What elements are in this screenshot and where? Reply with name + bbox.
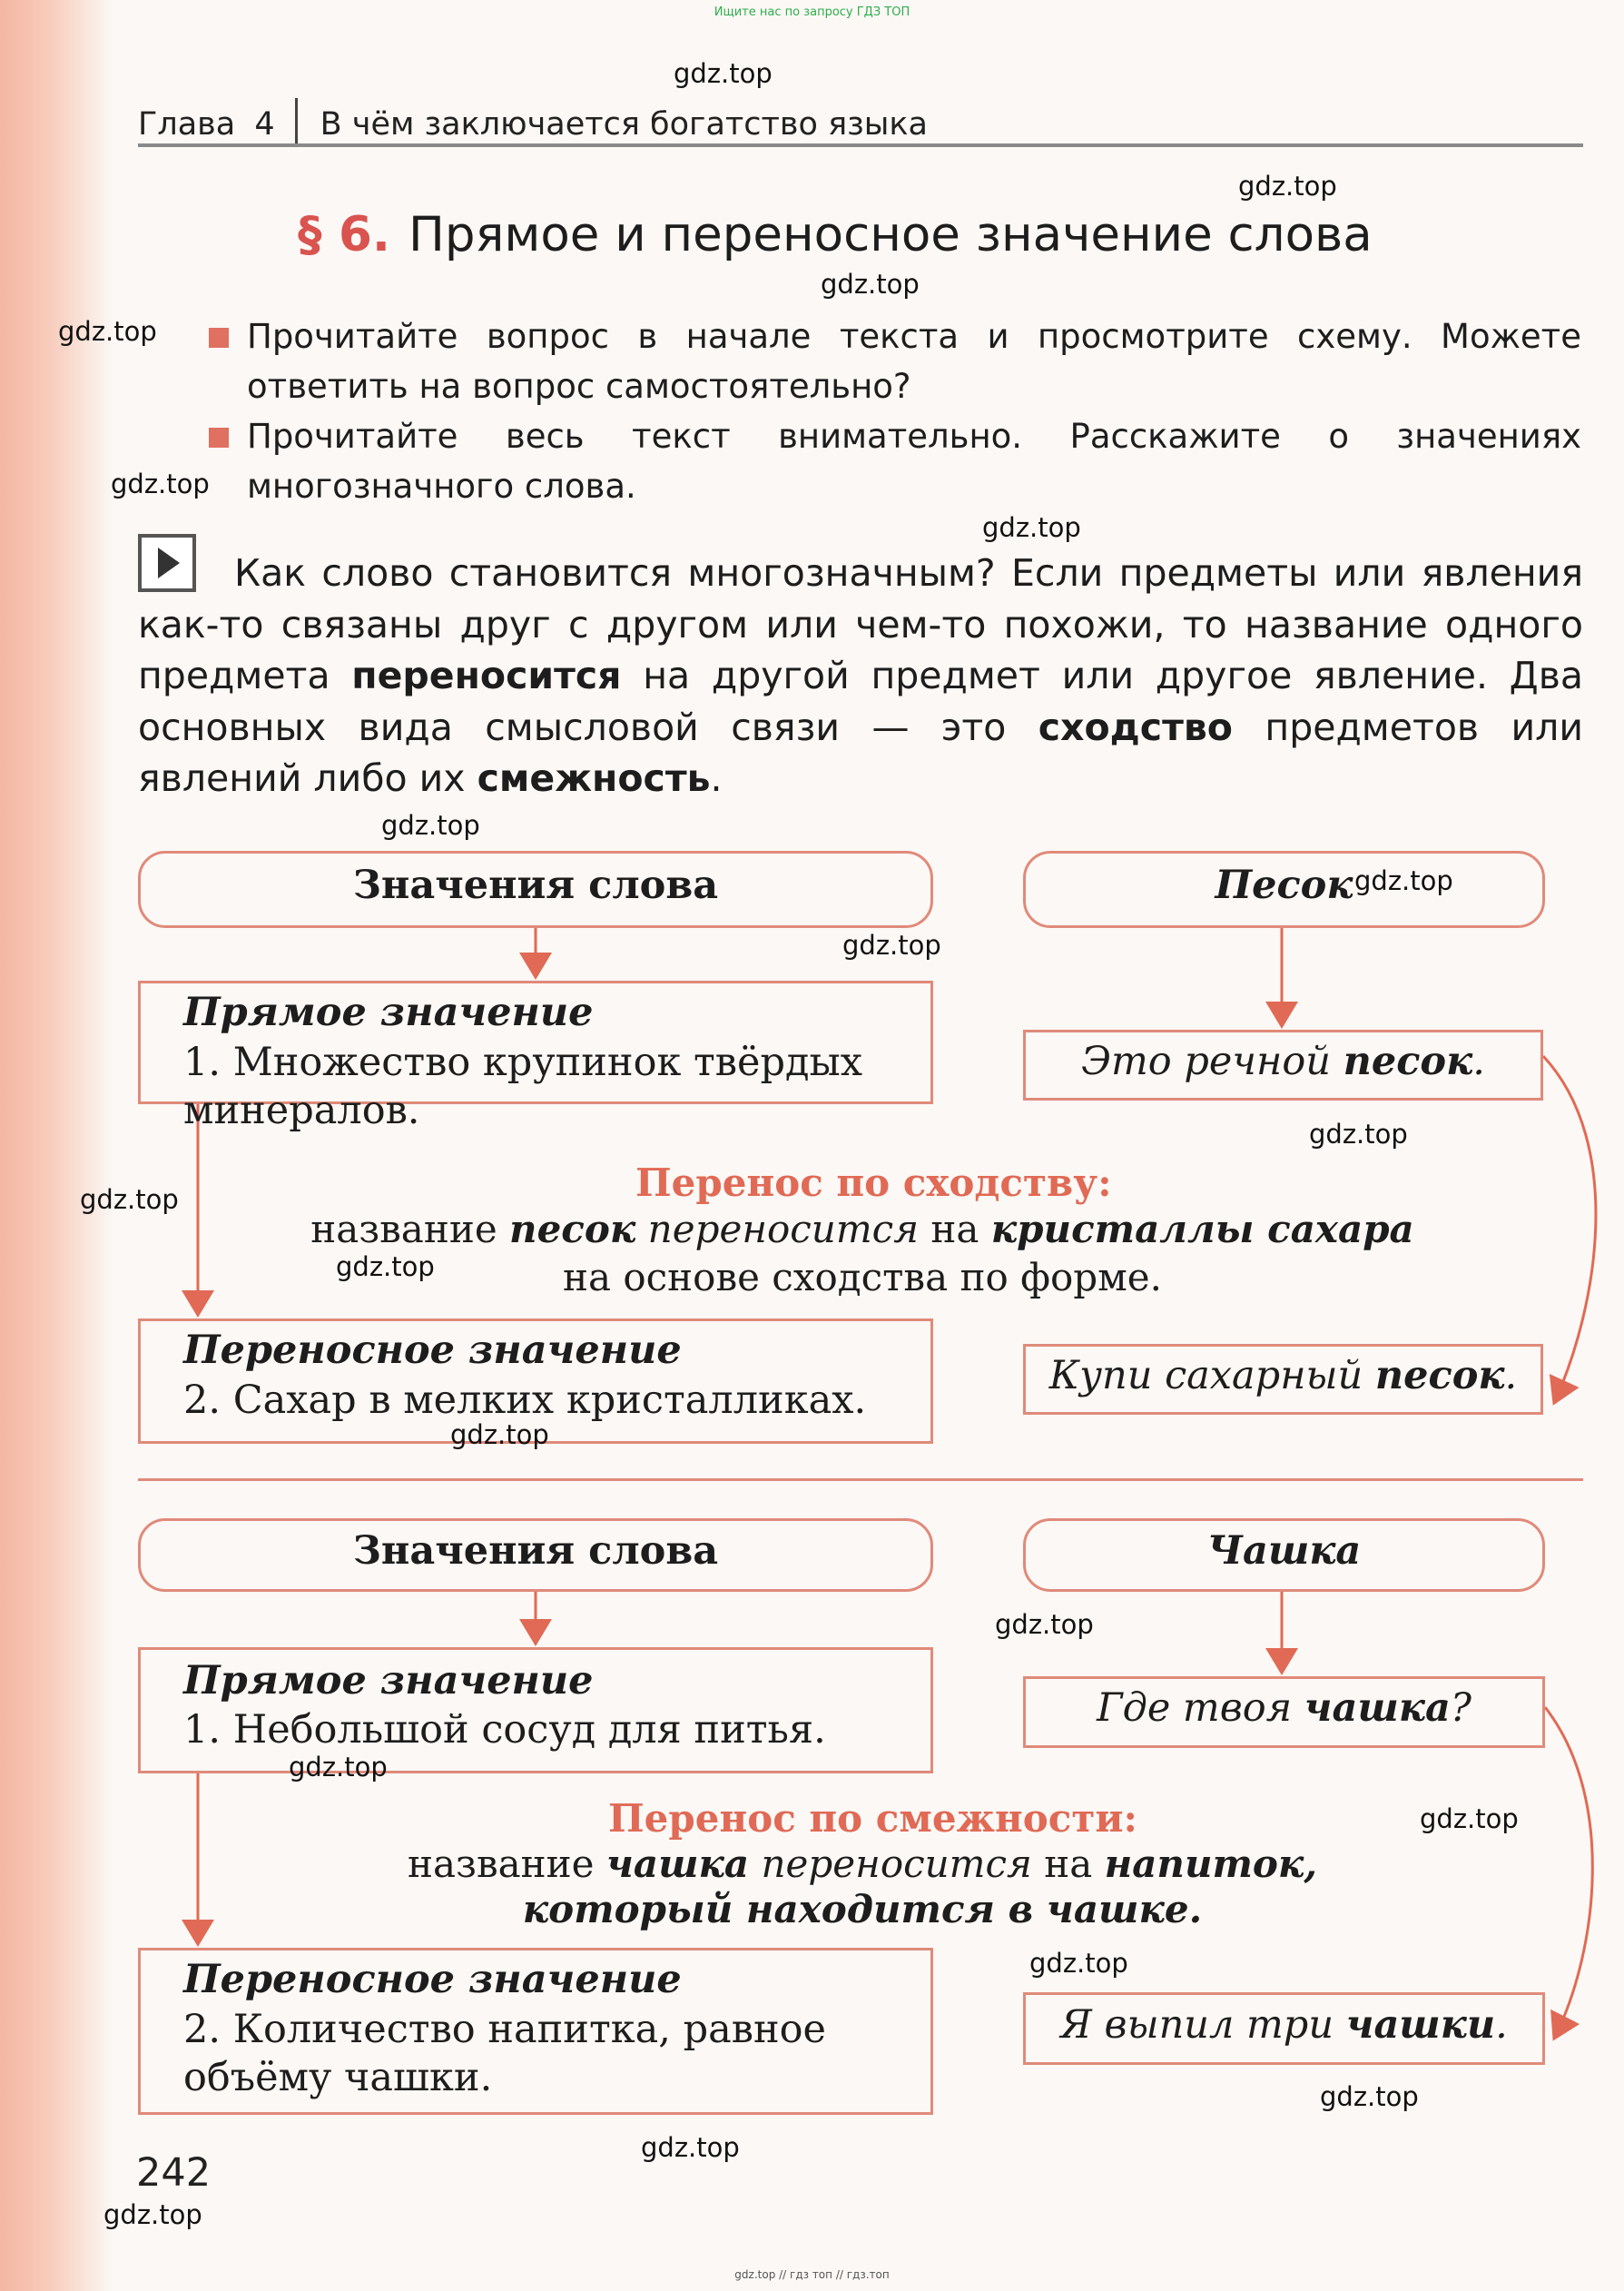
watermark: gdz.top: [111, 469, 210, 499]
example-word: песок: [1374, 1353, 1505, 1398]
transfer-verb: переносится: [749, 1842, 1032, 1886]
watermark: gdz.top: [982, 512, 1081, 543]
chapter-title: В чём заключается богатство языка: [320, 106, 928, 143]
transfer-target: кристаллы сахара: [990, 1207, 1414, 1251]
intro-text: на другой предмет или другое явление. Два основных вида смысловой связи — это: [138, 654, 1583, 749]
transfer-word: чашка: [605, 1842, 750, 1886]
transfer-text: название: [310, 1207, 510, 1251]
watermark: gdz.top: [1238, 171, 1337, 202]
example-word: песок: [1343, 1039, 1473, 1084]
intro-bold-term: смежность: [477, 756, 711, 800]
direct-meaning-text: минералов.: [183, 1088, 420, 1133]
word-text: Чашка: [1206, 1528, 1362, 1574]
direct-example-text: [1023, 1039, 1543, 1084]
figurative-meaning-text: 2. Количество напитка, равное: [183, 2007, 826, 2052]
figurative-meaning-label: Переносное значение: [183, 1328, 682, 1373]
figurative-example-text: [1023, 2002, 1545, 2048]
chapter-label: Глава: [138, 106, 236, 143]
transfer-text: название: [408, 1842, 606, 1886]
watermark: gdz.top: [641, 2132, 740, 2163]
example-text: Купи сахарный: [1048, 1353, 1375, 1398]
watermark: gdz.top: [842, 930, 941, 961]
example-text: ?: [1450, 1685, 1471, 1731]
direct-example-text: [1023, 1685, 1545, 1731]
example-text: .: [1495, 2002, 1508, 2048]
watermark: gdz.top: [103, 2199, 202, 2230]
direct-meaning-text: 1. Множество крупинок твёрдых: [183, 1040, 862, 1085]
transfer-line-2: на основе сходства по форме.: [562, 1255, 1163, 1299]
watermark: gdz.top: [381, 810, 480, 841]
direct-meaning-text: 1. Небольшой сосуд для питья.: [183, 1707, 826, 1753]
diagram-divider: [138, 1478, 1583, 1481]
top-banner: Ищите нас по запросу ГДЗ ТОП: [714, 5, 910, 19]
watermark: gdz.top: [1029, 1948, 1128, 1979]
direct-meaning-label: Прямое значение: [183, 990, 594, 1035]
example-word: чашки: [1345, 2002, 1496, 2048]
word-text: Песок: [1215, 863, 1353, 908]
section-title-text: Прямое и переносное значение слова: [408, 207, 1373, 262]
intro-text: .: [710, 756, 723, 800]
watermark: gdz.top: [821, 269, 920, 300]
bottom-banner: gdz.top // гдз топ // гдз.топ: [734, 2268, 890, 2281]
intro-text: Как слово становится многозначным? Если предметы или явления как-то связаны друг с другом или чем-то похожи, то название одного предмета: [138, 551, 1583, 697]
task-text: Прочитайте вопрос в начале текста и просмотрите схему. Можете ответить на вопрос самостоятельно?: [247, 317, 1581, 406]
example-text: Это речной: [1081, 1039, 1343, 1084]
watermark: gdz.top: [336, 1251, 435, 1282]
transfer-text: на: [919, 1207, 991, 1251]
transfer-title: Перенос по сходству:: [635, 1160, 1112, 1205]
meanings-header-text: Значения слова: [352, 1528, 719, 1574]
watermark: gdz.top: [289, 1752, 388, 1782]
watermark: gdz.top: [1354, 865, 1453, 896]
task-text: Прочитайте весь текст внимательно. Расскажите о значениях многозначного слова.: [247, 417, 1581, 506]
transfer-line-1: [290, 1207, 1434, 1251]
transfer-title: Перенос по смежности:: [608, 1796, 1137, 1841]
transfer-verb: переносится: [635, 1207, 920, 1251]
intro-bold-term: переносится: [351, 654, 622, 697]
example-text: .: [1504, 1353, 1518, 1398]
watermark: gdz.top: [450, 1419, 549, 1450]
watermark: gdz.top: [674, 58, 773, 89]
transfer-word: песок: [509, 1207, 636, 1251]
watermark: gdz.top: [1320, 2081, 1419, 2112]
transfer-text: на: [1031, 1842, 1105, 1886]
watermark: gdz.top: [1420, 1803, 1519, 1834]
figurative-example-text: [1023, 1353, 1543, 1398]
intro-bold-term: сходство: [1038, 705, 1233, 749]
intro-text: предметов или явлений либо их: [138, 705, 1583, 800]
transfer-target: напиток,: [1104, 1842, 1317, 1886]
meanings-header-text: Значения слова: [352, 863, 719, 908]
example-word: чашка: [1304, 1685, 1451, 1731]
figurative-meaning-text: 2. Сахар в мелких кристалликах.: [183, 1378, 867, 1423]
example-text: Где твоя: [1097, 1685, 1304, 1731]
watermark: gdz.top: [995, 1609, 1094, 1640]
figurative-meaning-label: Переносное значение: [183, 1957, 682, 2002]
example-text: .: [1472, 1039, 1485, 1084]
figurative-meaning-text: объёму чашки.: [183, 2055, 493, 2100]
section-number: § 6.: [298, 207, 390, 262]
watermark: gdz.top: [58, 316, 157, 347]
example-text: Я выпил три: [1060, 2002, 1346, 2048]
transfer-line-2: который находится в чашке.: [522, 1887, 1203, 1931]
chapter-number: 4: [254, 106, 275, 143]
transfer-line-1: [363, 1842, 1362, 1886]
watermark: gdz.top: [1309, 1119, 1408, 1150]
page-number: 242: [136, 2150, 212, 2196]
direct-meaning-label: Прямое значение: [183, 1658, 594, 1703]
watermark: gdz.top: [80, 1184, 179, 1215]
